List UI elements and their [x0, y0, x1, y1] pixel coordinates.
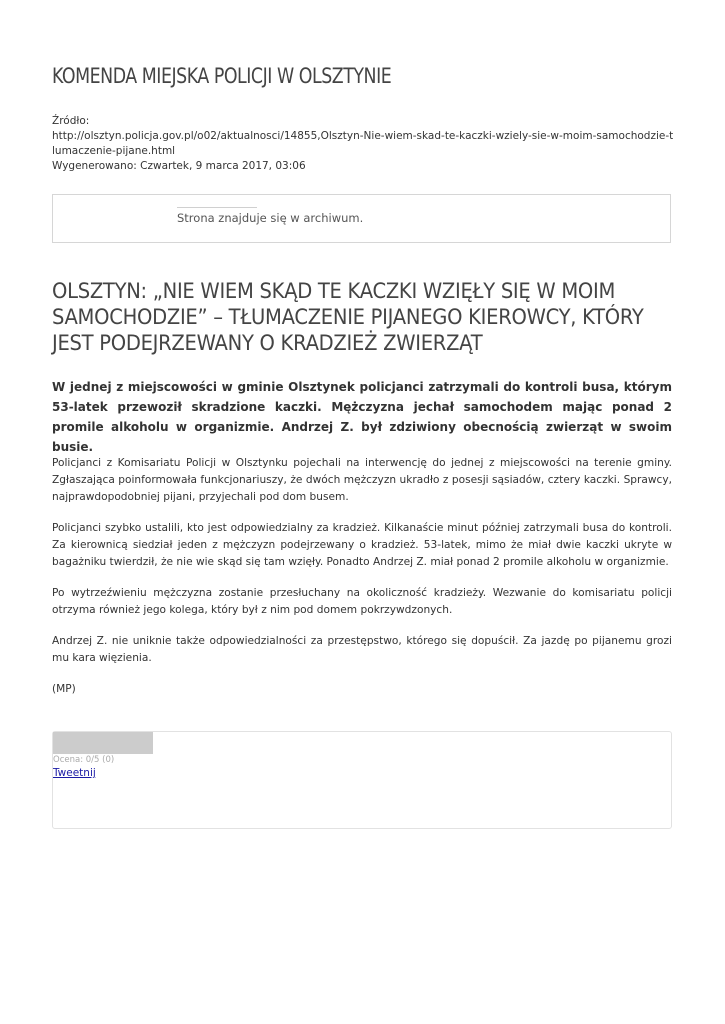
archive-note: Strona znajduje się w archiwum. [177, 211, 364, 225]
article-paragraph: Po wytrzeźwieniu mężczyzna zostanie przesłuchany na okoliczność kradzieży. Wezwanie do komisariatu policji otrzyma również jego kolega, który był z nim pod domem pokrzywdzonych. [52, 587, 672, 616]
site-title: KOMENDA MIEJSKA POLICJI W OLSZTYNIE [52, 64, 392, 88]
article-signature: (MP) [52, 683, 76, 695]
rating-text: Ocena: 0/5 (0) [53, 755, 115, 765]
article-body [52, 455, 672, 712]
article-paragraph: Andrzej Z. nie uniknie także odpowiedzialności za przestępstwo, którego się dopuścił. Za jazdę po pijanemu grozi mu kara więzienia. [52, 635, 672, 664]
tweet-link[interactable]: Tweetnij [53, 767, 96, 779]
rating-panel [52, 731, 672, 829]
generated-date: Wygenerowano: Czwartek, 9 marca 2017, 03:06 [52, 160, 306, 172]
document-meta [52, 114, 674, 174]
source-label: Źródło: [52, 115, 90, 127]
source-url: http://olsztyn.policja.gov.pl/o02/aktualnosci/14855,Olsztyn-Nie-wiem-skad-te-kaczki-wziely-sie-w-moim-samochodzie-tlumaczenie-pijane.html [52, 130, 674, 157]
article-paragraph: Policjanci szybko ustalili, kto jest odpowiedzialny za kradzież. Kilkanaście minut później zatrzymali busa do kontroli. Za kierownicą siedział jeden z mężczyzn podejrzewany o kradzież. 53-latek, mimo że miał dwie kaczki ukryte w bagażniku twierdził, że nie wie skąd się tam wzięły. Ponadto Andrzej Z. miał ponad 2 promile alkoholu w organizmie. [52, 522, 672, 568]
article-paragraph: Policjanci z Komisariatu Policji w Olsztynku pojechali na interwencję do jednej z miejscowości na terenie gminy. Zgłaszająca poinformowała funkcjonariuszy, że dwóch mężczyzn ukradło z posesji sąsiadów, cztery kaczki. Sprawcy, najprawdopodobniej pijani, przyjechali pod dom busem. [52, 457, 672, 503]
article-headline: OLSZTYN: „NIE WIEM SKĄD TE KACZKI WZIĘŁY SIĘ W MOIM SAMOCHODZIE” – TŁUMACZENIE PIJANEGO KIEROWCY, KTÓRY JEST PODEJRZEWANY O KRADZIEŻ ZWIERZĄT [52, 279, 644, 355]
archive-divider [177, 207, 257, 208]
archive-notice [52, 194, 671, 243]
rating-stars-bar[interactable] [53, 732, 153, 754]
article-lead: W jednej z miejscowości w gminie Olsztynek policjanci zatrzymali do kontroli busa, którym 53-latek przewoził skradzione kaczki. Mężczyzna jechał samochodem mając ponad 2 promile alkoholu w organizmie. Andrzej Z. był zdziwiony obecnością zwierząt w swoim busie. [52, 380, 672, 454]
